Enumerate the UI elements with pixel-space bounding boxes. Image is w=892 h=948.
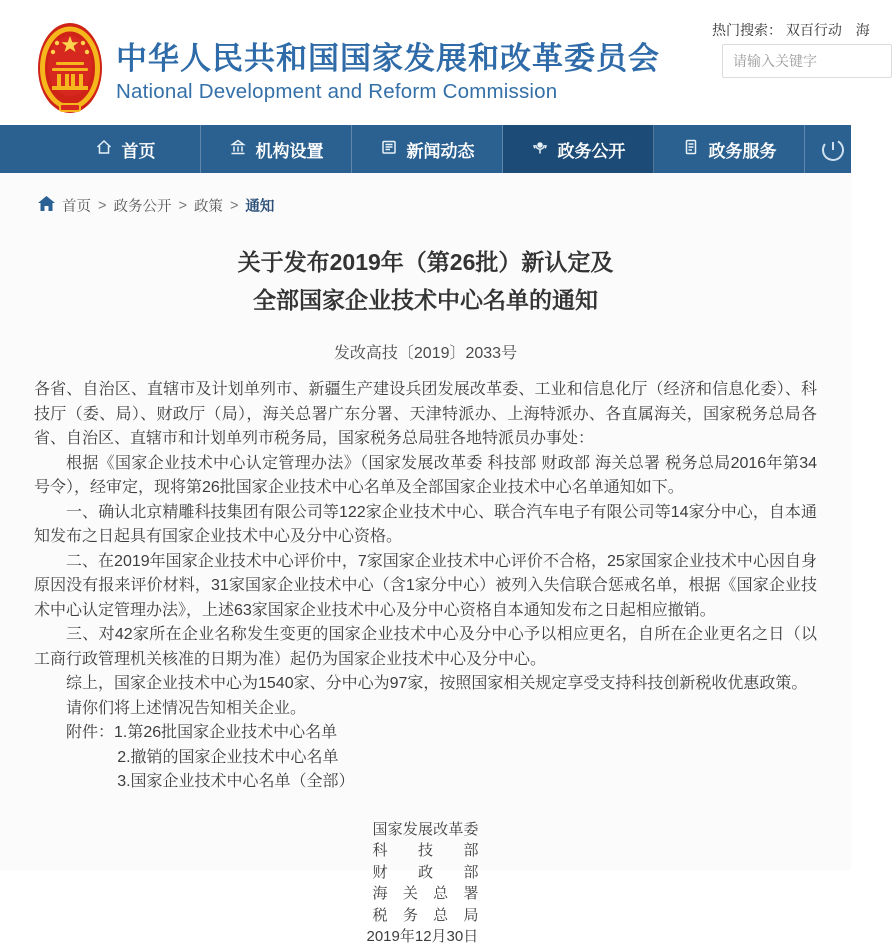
document-title: [0, 243, 851, 319]
paragraph-summary: 综上，国家企业技术中心为1540家、分中心为97家，按照国家相关规定享受支持科技创新税收优惠政策。: [66, 675, 808, 692]
document-number: 发改高技〔2019〕2033号: [333, 345, 518, 362]
nav-item-organization[interactable]: 机构设置: [201, 125, 352, 173]
signature-agency: 国家发展改革委: [372, 820, 479, 838]
nav-item-news[interactable]: 新闻动态: [352, 125, 503, 173]
paragraph-item-2: 二、在2019年国家企业技术中心评价中，7家国家企业技术中心评价不合格，25家国家企业技术中心因自身原因没有报来评价材料，31家国家企业技术中心（含1家分中心）被列入失信联合惩戒名单，根据《国家企业技术中心认定管理办法》，上述63家国家企业技术中心及分中心资格自本通知发布之日起相应撤销。: [34, 552, 817, 619]
breadcrumb-separator: >: [229, 197, 239, 214]
nav-item-home[interactable]: 首页: [50, 125, 201, 173]
hot-search-label: 热门搜索：: [712, 22, 782, 38]
hot-search-term[interactable]: 双百行动: [785, 22, 842, 38]
paragraph-closing: 请你们将上述情况告知相关企业。: [66, 699, 307, 717]
hot-search-bar: [712, 20, 880, 40]
signature-agency: 科技部: [372, 842, 479, 859]
signature-agency: 海关总署: [372, 885, 479, 902]
document-body: [34, 378, 817, 795]
breadcrumb: [38, 195, 851, 216]
breadcrumb-item-gov-affairs[interactable]: 政务公开: [113, 199, 172, 215]
paragraph-addressees: 各省、自治区、直辖市及计划单列市、新疆生产建设兵团发展改革委、工业和信息化厅（经济和信息化委）、科技厅（委、局）、财政厅（局），海关总署广东分署、天津特派办、上海特派办、各直属海关，国家税务总局各省、自治区、直辖市和计划单列市税务局，国家税务总局驻各地特派员办事处：: [34, 381, 817, 447]
attachment-line-2: 2.撤销的国家企业技术中心名单: [117, 748, 339, 766]
home-icon: [95, 138, 113, 161]
search-input[interactable]: [722, 44, 892, 78]
nav-item-gov-services[interactable]: 政务服务: [654, 125, 805, 173]
microphone-broadcast-icon: [531, 138, 549, 161]
signature-agency: 税务总局: [372, 906, 479, 924]
breadcrumb-home-icon[interactable]: [38, 196, 55, 215]
document-title-line2: 全部国家企业技术中心名单的通知: [253, 287, 598, 313]
content-area: [0, 173, 851, 945]
national-emblem-icon: [36, 22, 104, 123]
paragraph-item-1: 一、确认北京精雕科技集团有限公司等122家企业技术中心、联合汽车电子有限公司等14家分中心，自本通知发布之日起具有国家企业技术中心及分中心资格。: [34, 503, 817, 545]
bank-building-icon: [229, 138, 247, 161]
paragraph-item-3: 三、对42家所在企业名称发生变更的国家企业技术中心及分中心予以相应更名，自所在企业更名之日（以工商行政管理机关核准的日期为准）起仍为国家企业技术中心及分中心。: [34, 626, 817, 668]
site-logo[interactable]: [36, 22, 660, 123]
hot-search-term-partial[interactable]: 海: [855, 22, 870, 38]
nav-item-gov-affairs[interactable]: 政务公开: [503, 125, 654, 173]
interaction-section-partial-icon[interactable]: [820, 137, 846, 168]
signature-agency: 财政部: [372, 863, 479, 881]
site-header: [0, 0, 870, 125]
document-icon: [682, 138, 700, 161]
attachment-line-3: 3.国家企业技术中心名单（全部）: [117, 773, 355, 790]
signature-block: [366, 819, 479, 948]
attachment-line-1: 附件：1.第26批国家企业技术中心名单: [66, 724, 338, 741]
newspaper-icon: [380, 138, 398, 161]
breadcrumb-item-home[interactable]: 首页: [62, 199, 91, 215]
signature-date: 2019年12月30日: [366, 928, 479, 945]
breadcrumb-separator: >: [98, 197, 107, 214]
document-title-line1: 关于发布2019年（第26批）新认定及: [237, 249, 614, 275]
breadcrumb-item-notice-current: 通知: [245, 199, 275, 215]
site-title-english: National Development and Reform Commission: [116, 80, 558, 103]
main-navigation: [0, 125, 851, 173]
breadcrumb-item-policy[interactable]: 政策: [193, 199, 223, 215]
site-title-chinese: 中华人民共和国国家发展和改革委员会: [116, 41, 660, 76]
paragraph-basis: 根据《国家企业技术中心认定管理办法》（国家发展改革委 科技部 财政部 海关总署 税务总局2016年第34号令），经审定，现将第26批国家企业技术中心名单及全部国家企业技术中心名单通知如下。: [34, 454, 817, 496]
breadcrumb-separator: >: [178, 197, 187, 214]
